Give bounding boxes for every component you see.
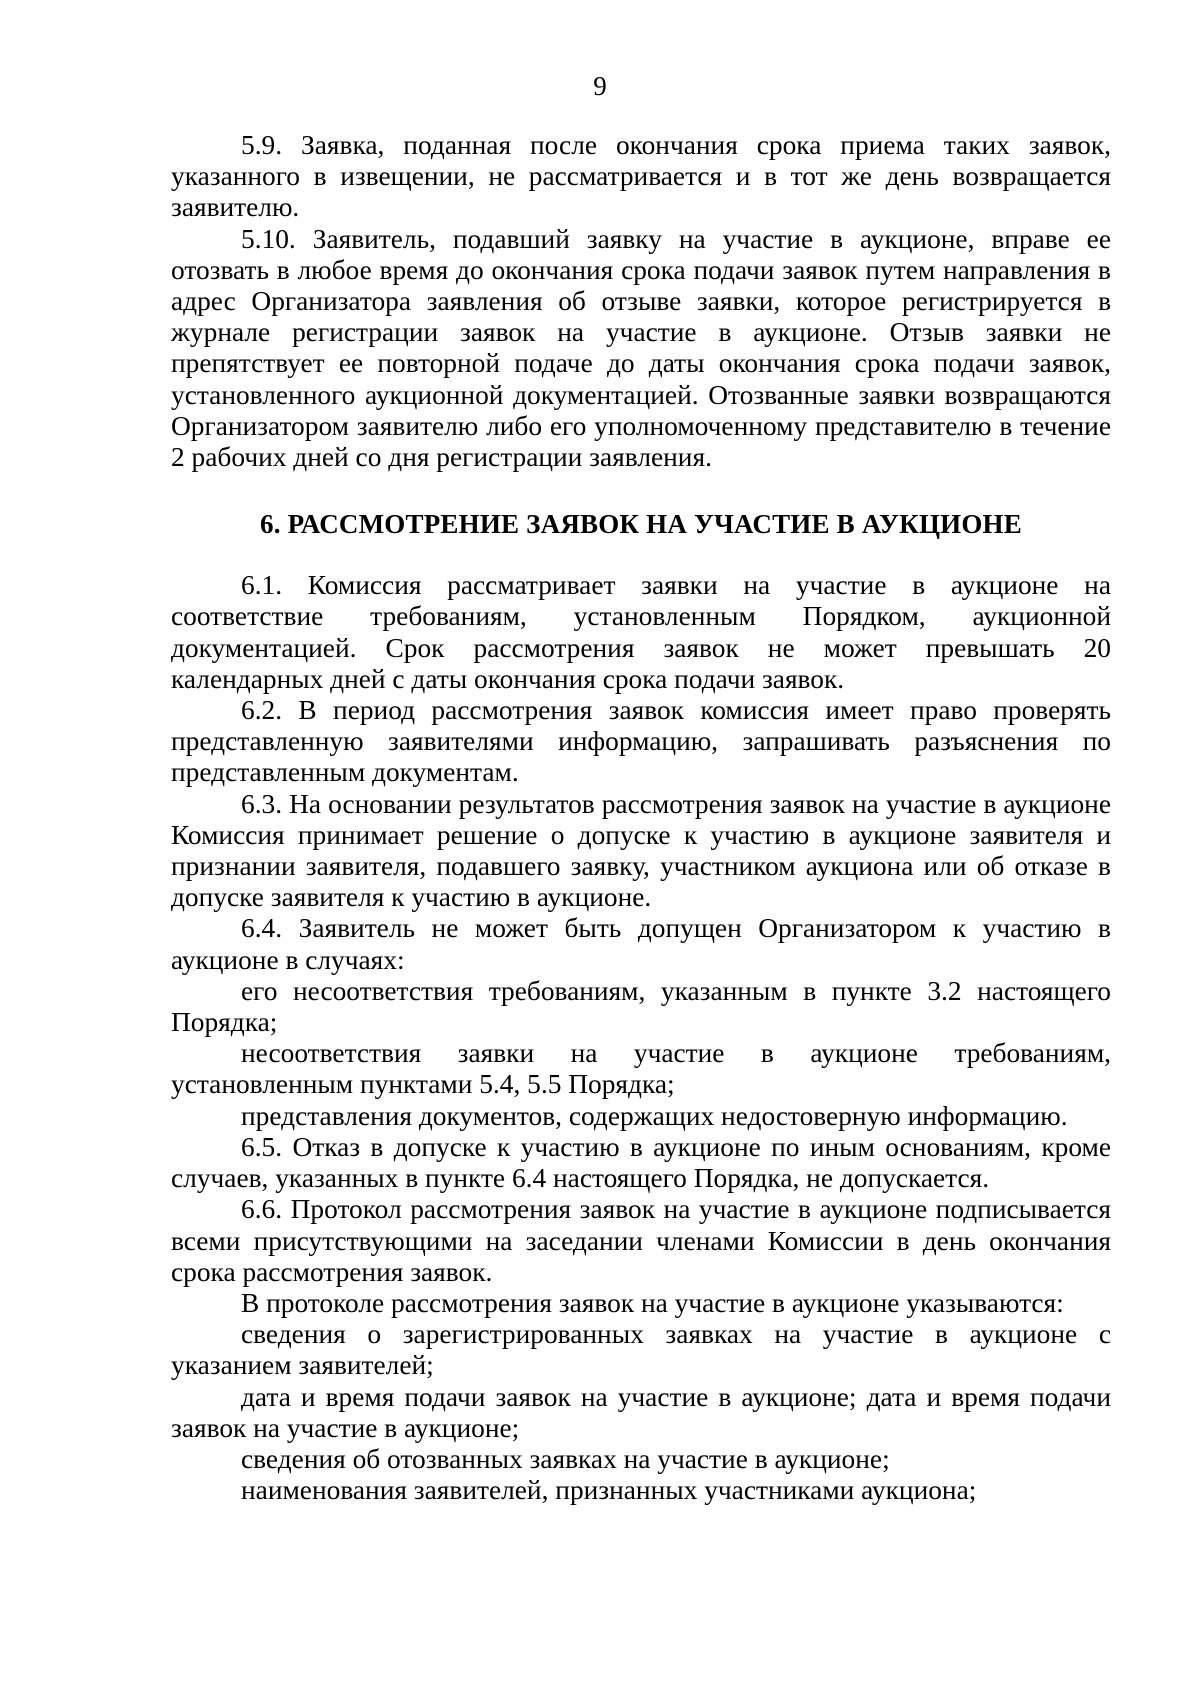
protocol-contents-intro: В протоколе рассмотрения заявок на участие в аукционе указываются: [241, 1287, 1064, 1318]
section-6-heading: 6. РАССМОТРЕНИЕ ЗАЯВОК НА УЧАСТИЕ В АУКЦИОНЕ [260, 509, 1022, 540]
paragraph-6-4: 6.4. Заявитель не может быть допущен Организатором к участию в аукционе в случаях: [171, 913, 1111, 975]
document-body [171, 130, 1111, 1506]
paragraph-6-2: 6.2. В период рассмотрения заявок комиссия имеет право проверять представленную заявителями информацию, запрашивать разъяснения по представленным документам. [171, 695, 1111, 788]
list-item-submission-date-time: дата и время подачи заявок на участие в аукционе; дата и время подачи заявок на участие в аукционе; [171, 1381, 1111, 1443]
paragraph-6-6: 6.6. Протокол рассмотрения заявок на участие в аукционе подписывается всеми присутствующими на заседании членами Комиссии в день окончания срока рассмотрения заявок. [171, 1194, 1111, 1287]
paragraph-5-9: 5.9. Заявка, поданная после окончания срока приема таких заявок, указанного в извещении, не рассматривается и в тот же день возвращается заявителю. [171, 130, 1111, 223]
list-item-registered-applications: сведения о зарегистрированных заявках на участие в аукционе с указанием заявителей; [171, 1319, 1111, 1381]
list-item-withdrawn-applications: сведения об отозванных заявках на участие в аукционе; [241, 1443, 890, 1474]
page-number: 9 [593, 71, 607, 101]
paragraph-5-10: 5.10. Заявитель, подавший заявку на участие в аукционе, вправе ее отозвать в любое время до окончания срока подачи заявок путем направления в адрес Организатора заявления об отзыве заявки, которое регистрируется в журнале регистрации заявок на участие в аукционе. Отзыв заявки не препятствует ее повторной подаче до даты окончания срока подачи заявок, установленного аукционной документацией. Отозванные заявки возвращаются Организатором заявителю либо его уполномоченному представителю в течение 2 рабочих дней со дня регистрации заявления. [171, 223, 1111, 473]
list-item-application-mismatch: несоответствия заявки на участие в аукционе требованиям, установленным пунктами 5.4, 5.5 Порядка; [171, 1038, 1111, 1100]
list-item-false-information: представления документов, содержащих недостоверную информацию. [241, 1100, 1068, 1131]
paragraph-6-3: 6.3. На основании результатов рассмотрения заявок на участие в аукционе Комиссия принимает решение о допуске к участию в аукционе заявителя и признании заявителя, подавшего заявку, участником аукциона или об отказе в допуске заявителя к участию в аукционе. [171, 788, 1111, 913]
paragraph-6-5: 6.5. Отказ в допуске к участию в аукционе по иным основаниям, кроме случаев, указанных в пункте 6.4 настоящего Порядка, не допускается. [171, 1131, 1111, 1194]
list-item-admitted-participants: наименования заявителей, признанных участниками аукциона; [241, 1475, 977, 1506]
list-item-requirements-mismatch: его несоответствия требованиям, указанным в пункте 3.2 настоящего Порядка; [171, 975, 1111, 1038]
paragraph-6-1: 6.1. Комиссия рассматривает заявки на участие в аукционе на соответствие требованиям, установленным Порядком, аукционной документацией. Срок рассмотрения заявок не может превышать 20 календарных дней с даты окончания срока подачи заявок. [171, 570, 1111, 694]
